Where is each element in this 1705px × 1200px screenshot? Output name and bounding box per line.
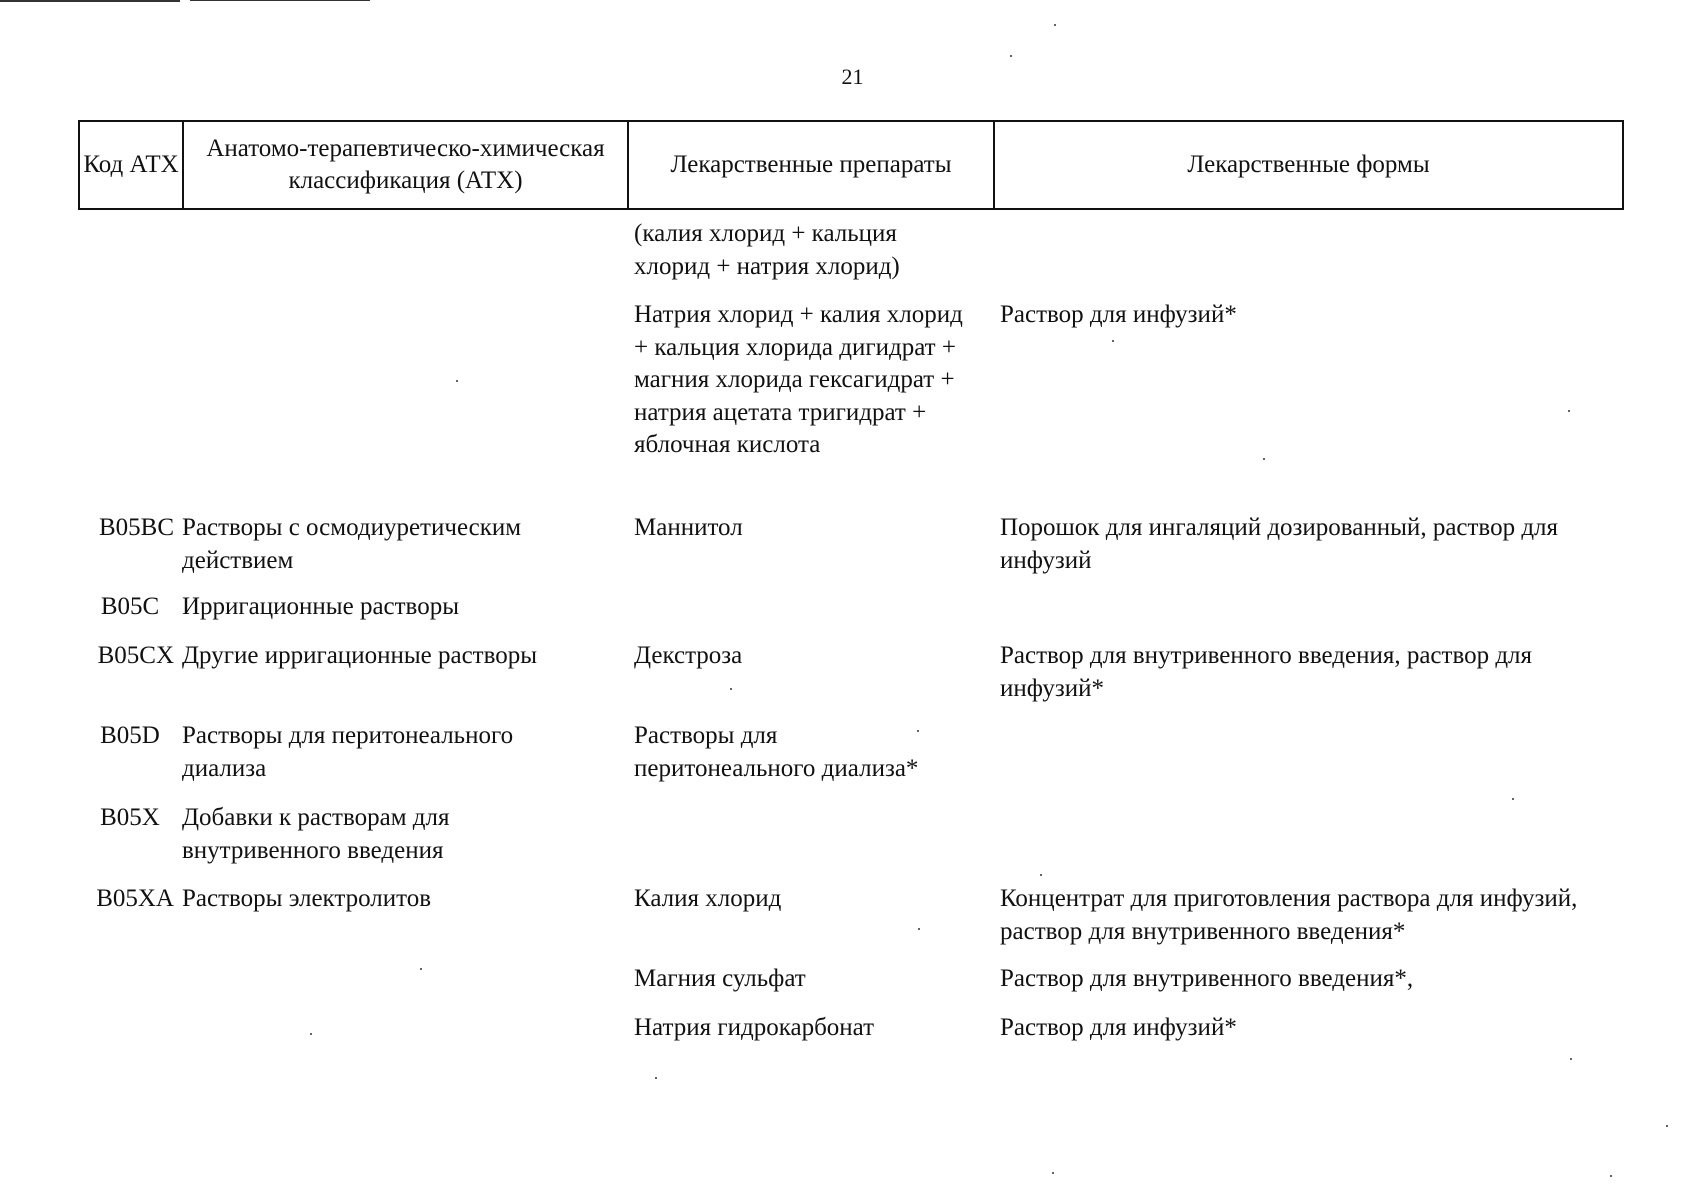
table-row [78,512,1620,577]
scan-speck [1010,55,1012,57]
header-col-drugs: Лекарственные препараты [629,122,995,208]
drug-name [627,802,993,867]
scan-speck [1052,1172,1054,1174]
header-col-forms: Лекарственные формы [1187,151,1430,178]
atc-name: Растворы электролитов [182,885,432,912]
dosage-form: Раствор для инфузий* [1000,1014,1237,1041]
drug-name [627,591,993,624]
drug-name: Декстроза [634,642,743,669]
drug-name: (калия хлорид + кальция хлорид + натрия хлорид) [634,220,900,280]
scan-top-rule [0,0,180,2]
atc-code: B05C [100,593,160,620]
atc-code [78,963,182,996]
scan-speck [730,688,732,690]
atc-name: Другие ирригационные растворы [182,642,538,669]
scan-speck [917,730,919,732]
drug-name: Растворы для перитонеального диализа* [634,722,919,782]
atc-name [182,218,627,283]
atc-name [182,1012,627,1045]
atc-code: B05BC [98,514,174,541]
dosage-form: Концентрат для приготовления раствора для инфузий, раствор для внутривенного введения* [1000,885,1578,945]
table-row [78,963,1620,996]
table-row [78,591,1620,624]
drug-name: Натрия хлорид + калия хлорид + кальция хлорида дигидрат + магния хлорида гексагидрат + натрия ацетата тригидрат + яблочная кислота [634,301,963,458]
dosage-form [993,802,1620,867]
atc-code [78,1012,182,1045]
scan-speck [1610,1175,1612,1177]
atc-name: Ирригационные растворы [182,593,459,620]
dosage-form: Раствор для внутривенного введения, раствор для инфузий* [1000,642,1533,702]
scan-speck [456,380,458,382]
table-row [78,720,1620,785]
atc-name [182,299,627,462]
drug-name: Маннитол [634,514,743,541]
header-col-code: Код АТХ [80,122,184,208]
dosage-form [993,591,1620,624]
page-number: 21 [841,64,864,89]
table-row [78,1012,1620,1045]
table-row [78,299,1620,462]
drug-name: Калия хлорид [634,885,782,912]
atc-name: Растворы для перитонеального диализа [182,722,514,782]
scan-speck [1570,1058,1572,1060]
dosage-form [927,218,1554,283]
scan-speck [1512,798,1514,800]
dosage-form: Порошок для ингаляций дозированный, раствор для инфузий [1000,514,1559,574]
scan-speck [310,1033,312,1035]
table-row [78,218,1554,283]
table-row [78,640,1620,705]
dosage-form: Раствор для инфузий* [1000,301,1237,328]
scan-speck [655,1077,657,1079]
scan-top-rule [190,0,370,1]
atc-code: B05X [100,804,160,831]
scan-speck [1263,458,1265,460]
table-header [78,120,1624,210]
atc-name: Растворы с осмодиуретическим действием [182,514,522,574]
scan-speck [1054,24,1056,26]
table-row [78,883,1593,948]
dosage-form: Раствор для внутривенного введения*, [1000,965,1414,992]
table-row [78,802,1620,867]
scan-speck [420,968,422,970]
scan-speck [918,928,920,930]
atc-code: B05CX [97,642,174,669]
atc-name: Добавки к растворам для внутривенного введения [182,804,450,864]
atc-code: B05XA [96,885,174,912]
scan-speck [1112,340,1114,342]
atc-code [78,299,182,462]
dosage-form [993,720,1620,785]
scan-speck [1666,1125,1668,1127]
drug-name: Натрия гидрокарбонат [634,1014,875,1041]
drug-name: Магния сульфат [634,965,806,992]
atc-name [182,963,627,996]
scan-speck [1568,410,1570,412]
header-col-class: Анатомо-терапевтическо-химическая классификация (АТХ) [184,122,629,208]
atc-code: B05D [100,722,160,749]
scan-speck [1040,874,1042,876]
atc-code [78,218,182,283]
